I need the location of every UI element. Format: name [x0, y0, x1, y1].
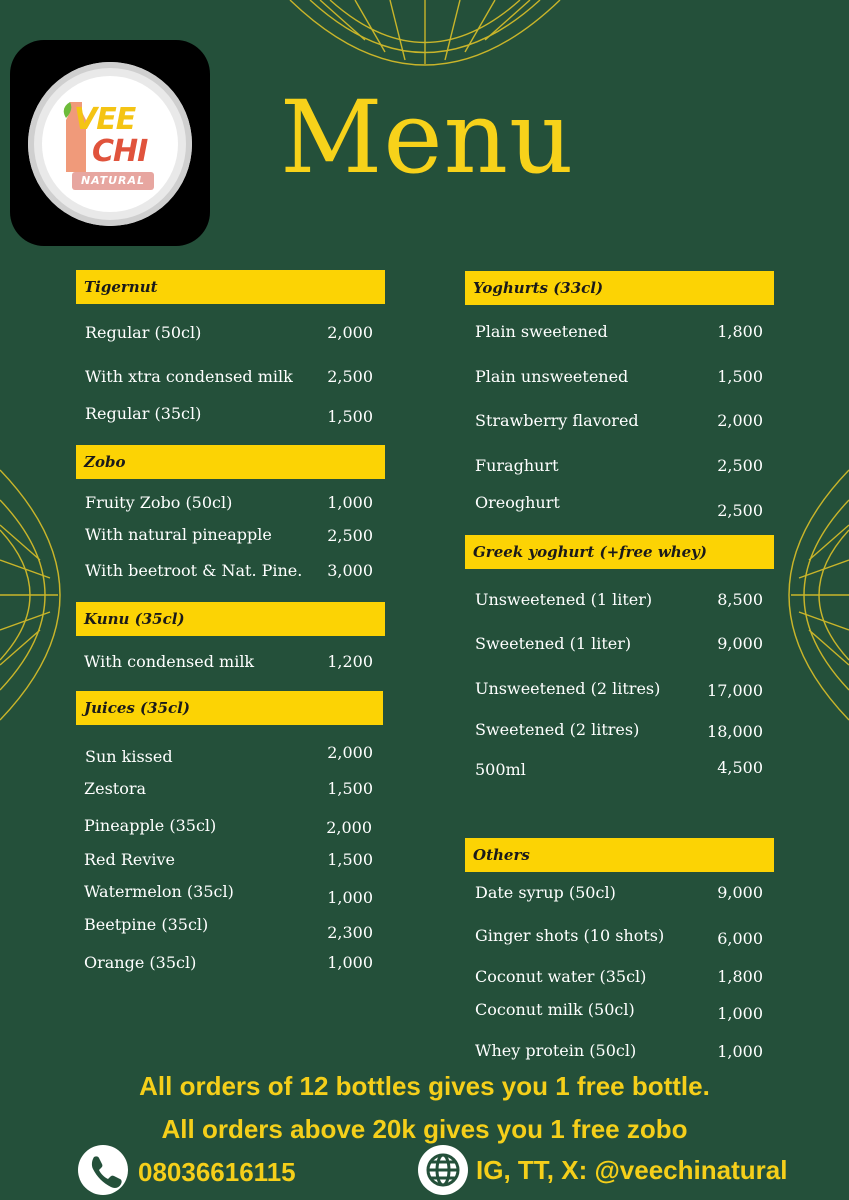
section-header-yoghurts: Yoghurts (33cl) — [465, 271, 774, 305]
menu-item-name: Whey protein (50cl) — [475, 1041, 637, 1060]
menu-item-name: Regular (35cl) — [85, 404, 202, 423]
menu-item-name: Coconut water (35cl) — [475, 967, 647, 986]
menu-item-name: Pineapple (35cl) — [84, 816, 217, 835]
top-decoration — [280, 0, 570, 70]
menu-item-name: Fruity Zobo (50cl) — [85, 493, 233, 512]
menu-item-price: 1,000 — [327, 493, 373, 512]
menu-item-price: 4,500 — [717, 758, 763, 777]
menu-item-price: 1,500 — [717, 367, 763, 386]
menu-item-price: 1,800 — [717, 322, 763, 341]
brand-logo — [10, 40, 210, 246]
menu-item-name: Plain unsweetened — [475, 367, 629, 386]
menu-item-price: 2,500 — [717, 456, 763, 475]
menu-item-price: 1,500 — [327, 779, 373, 798]
menu-item-name: Zestora — [84, 779, 147, 798]
menu-item-price: 9,000 — [717, 634, 763, 653]
menu-item-name: With xtra condensed milk — [85, 367, 293, 386]
menu-item-price: 2,000 — [326, 818, 372, 837]
contact-social[interactable]: IG, TT, X: @veechinatural — [476, 1155, 788, 1185]
menu-item-name: Furaghurt — [475, 456, 559, 475]
menu-item-name: Sun kissed — [85, 747, 173, 766]
logo-chi: CHI — [92, 134, 148, 169]
menu-item-name: 500ml — [475, 760, 526, 779]
right-decoration — [779, 460, 849, 730]
menu-item-name: Unsweetened (2 litres) — [475, 679, 661, 698]
menu-item-price: 2,300 — [327, 923, 373, 942]
menu-item-price: 1,000 — [327, 953, 373, 972]
page-title: Menu — [280, 79, 575, 196]
globe-icon[interactable] — [418, 1145, 468, 1195]
menu-item-price: 1,200 — [327, 652, 373, 671]
menu-item-price: 1,000 — [717, 1042, 763, 1061]
section-header-tigernut: Tigernut — [76, 270, 385, 304]
menu-item-name: With beetroot & Nat. Pine. — [85, 561, 303, 580]
section-header-juices: Juices (35cl) — [76, 691, 383, 725]
section-header-others: Others — [465, 838, 774, 872]
menu-item-price: 2,500 — [327, 367, 373, 386]
menu-item-price: 2,000 — [717, 411, 763, 430]
menu-item-name: Oreoghurt — [475, 493, 560, 512]
menu-item-price: 2,500 — [327, 526, 373, 545]
menu-item-name: Beetpine (35cl) — [84, 915, 209, 934]
menu-item-name: With condensed milk — [84, 652, 255, 671]
menu-item-name: Coconut milk (50cl) — [475, 1000, 635, 1019]
left-decoration — [0, 460, 70, 730]
menu-item-price: 1,800 — [717, 967, 763, 986]
menu-item-name: Regular (50cl) — [85, 323, 202, 342]
logo-ring — [28, 62, 192, 226]
menu-item-price: 6,000 — [717, 929, 763, 948]
phone-icon[interactable] — [78, 1145, 128, 1195]
menu-item-name: With natural pineapple — [85, 525, 272, 544]
contact-phone[interactable]: 08036616115 — [138, 1157, 296, 1187]
menu-item-price: 1,500 — [327, 407, 373, 426]
menu-item-price: 2,000 — [327, 743, 373, 762]
menu-item-name: Sweetened (2 litres) — [475, 720, 640, 739]
menu-item-name: Unsweetened (1 liter) — [475, 590, 653, 609]
menu-item-price: 2,500 — [717, 501, 763, 520]
logo-natural: NATURAL — [72, 172, 154, 190]
menu-item-name: Date syrup (50cl) — [475, 883, 616, 902]
menu-item-name: Plain sweetened — [475, 322, 608, 341]
menu-item-price: 2,000 — [327, 323, 373, 342]
menu-item-name: Orange (35cl) — [84, 953, 197, 972]
menu-item-price: 1,000 — [717, 1004, 763, 1023]
promo-line-2: All orders above 20k gives you 1 free zobo — [161, 1114, 688, 1144]
menu-item-price: 8,500 — [717, 590, 763, 609]
menu-item-price: 18,000 — [707, 722, 763, 741]
section-header-greek-yoghurt: Greek yoghurt (+free whey) — [465, 535, 774, 569]
menu-item-price: 1,500 — [327, 850, 373, 869]
logo-vee: VEE — [74, 102, 136, 137]
menu-item-name: Ginger shots (10 shots) — [475, 926, 665, 945]
section-header-kunu: Kunu (35cl) — [76, 602, 385, 636]
menu-item-name: Sweetened (1 liter) — [475, 634, 632, 653]
menu-item-name: Red Revive — [84, 850, 176, 869]
menu-item-price: 9,000 — [717, 883, 763, 902]
section-header-zobo: Zobo — [76, 445, 385, 479]
logo-inner — [42, 76, 178, 212]
menu-item-price: 17,000 — [707, 681, 763, 700]
menu-item-price: 3,000 — [327, 561, 373, 580]
menu-item-name: Watermelon (35cl) — [84, 882, 234, 901]
promo-line-1: All orders of 12 bottles gives you 1 free bottle. — [139, 1071, 710, 1101]
menu-item-name: Strawberry flavored — [475, 411, 639, 430]
menu-item-price: 1,000 — [327, 888, 373, 907]
